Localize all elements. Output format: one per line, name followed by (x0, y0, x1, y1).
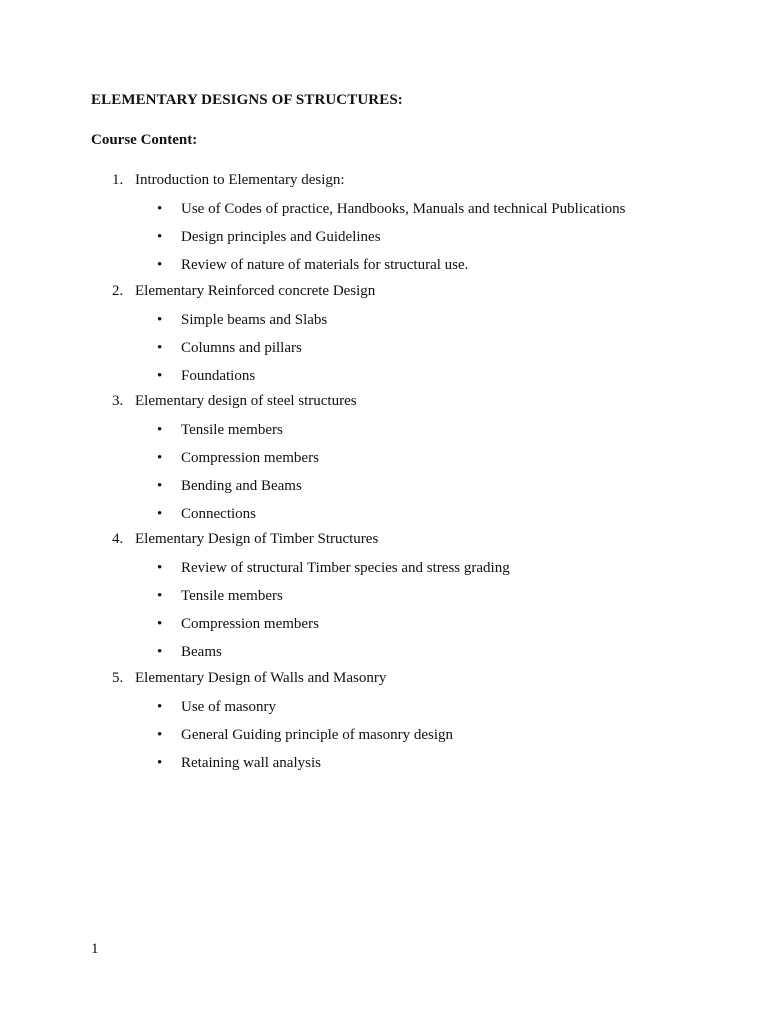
section-number: 3. (112, 393, 124, 409)
bullet-icon: • (157, 229, 163, 245)
page-number: 1 (91, 941, 99, 957)
bullet-icon: • (157, 588, 163, 604)
list-item-text: General Guiding principle of masonry design (181, 727, 454, 743)
section-heading-text: Introduction to Elementary design: (135, 172, 345, 188)
bullet-icon: • (157, 506, 163, 522)
list-item-text: Beams (181, 644, 222, 660)
list-item-text: Connections (181, 506, 256, 522)
list-item-text: Compression members (181, 450, 319, 466)
bullet-icon: • (157, 450, 163, 466)
bullet-icon: • (157, 478, 163, 494)
list-item-text: Compression members (181, 616, 319, 632)
section-heading-text: Elementary Design of Walls and Masonry (135, 670, 387, 686)
bullet-icon: • (157, 422, 163, 438)
section-number: 1. (112, 172, 124, 188)
bullet-icon: • (157, 312, 163, 328)
bullet-icon: • (157, 755, 163, 771)
section-heading-text: Elementary Reinforced concrete Design (135, 283, 376, 299)
list-item-text: Use of Codes of practice, Handbooks, Manuals and technical Publications (181, 201, 626, 217)
document-title: ELEMENTARY DESIGNS OF STRUCTURES: (91, 92, 403, 108)
bullet-icon: • (157, 560, 163, 576)
section-number: 5. (112, 670, 124, 686)
bullet-icon: • (157, 257, 163, 273)
bullet-icon: • (157, 644, 163, 660)
list-item-text: Simple beams and Slabs (181, 312, 328, 328)
list-item-text: Review of structural Timber species and stress grading (181, 560, 510, 576)
bullet-icon: • (157, 340, 163, 356)
section-heading (112, 531, 378, 548)
bullet-icon: • (157, 699, 163, 715)
section-heading (112, 393, 357, 410)
course-content-heading: Course Content: (91, 132, 198, 148)
bullet-icon: • (157, 727, 163, 743)
list-item-text: Use of masonry (181, 699, 276, 715)
list-item-text: Retaining wall analysis (181, 755, 321, 771)
bullet-icon: • (157, 201, 163, 217)
section-heading-text: Elementary design of steel structures (135, 393, 357, 409)
bullet-icon: • (157, 616, 163, 632)
list-item-text: Design principles and Guidelines (181, 229, 381, 245)
section-number: 2. (112, 283, 124, 299)
list-item-text: Bending and Beams (181, 478, 302, 494)
section-heading (112, 670, 386, 687)
section-heading (112, 283, 375, 300)
bullet-icon: • (157, 368, 163, 384)
section-heading-text: Elementary Design of Timber Structures (135, 531, 379, 547)
list-item-text: Tensile members (181, 588, 283, 604)
list-item-text: Foundations (181, 368, 256, 384)
list-item-text: Columns and pillars (181, 340, 302, 356)
list-item-text: Tensile members (181, 422, 283, 438)
section-number: 4. (112, 531, 124, 547)
section-heading (112, 172, 345, 189)
list-item-text: Review of nature of materials for structural use. (181, 257, 469, 273)
